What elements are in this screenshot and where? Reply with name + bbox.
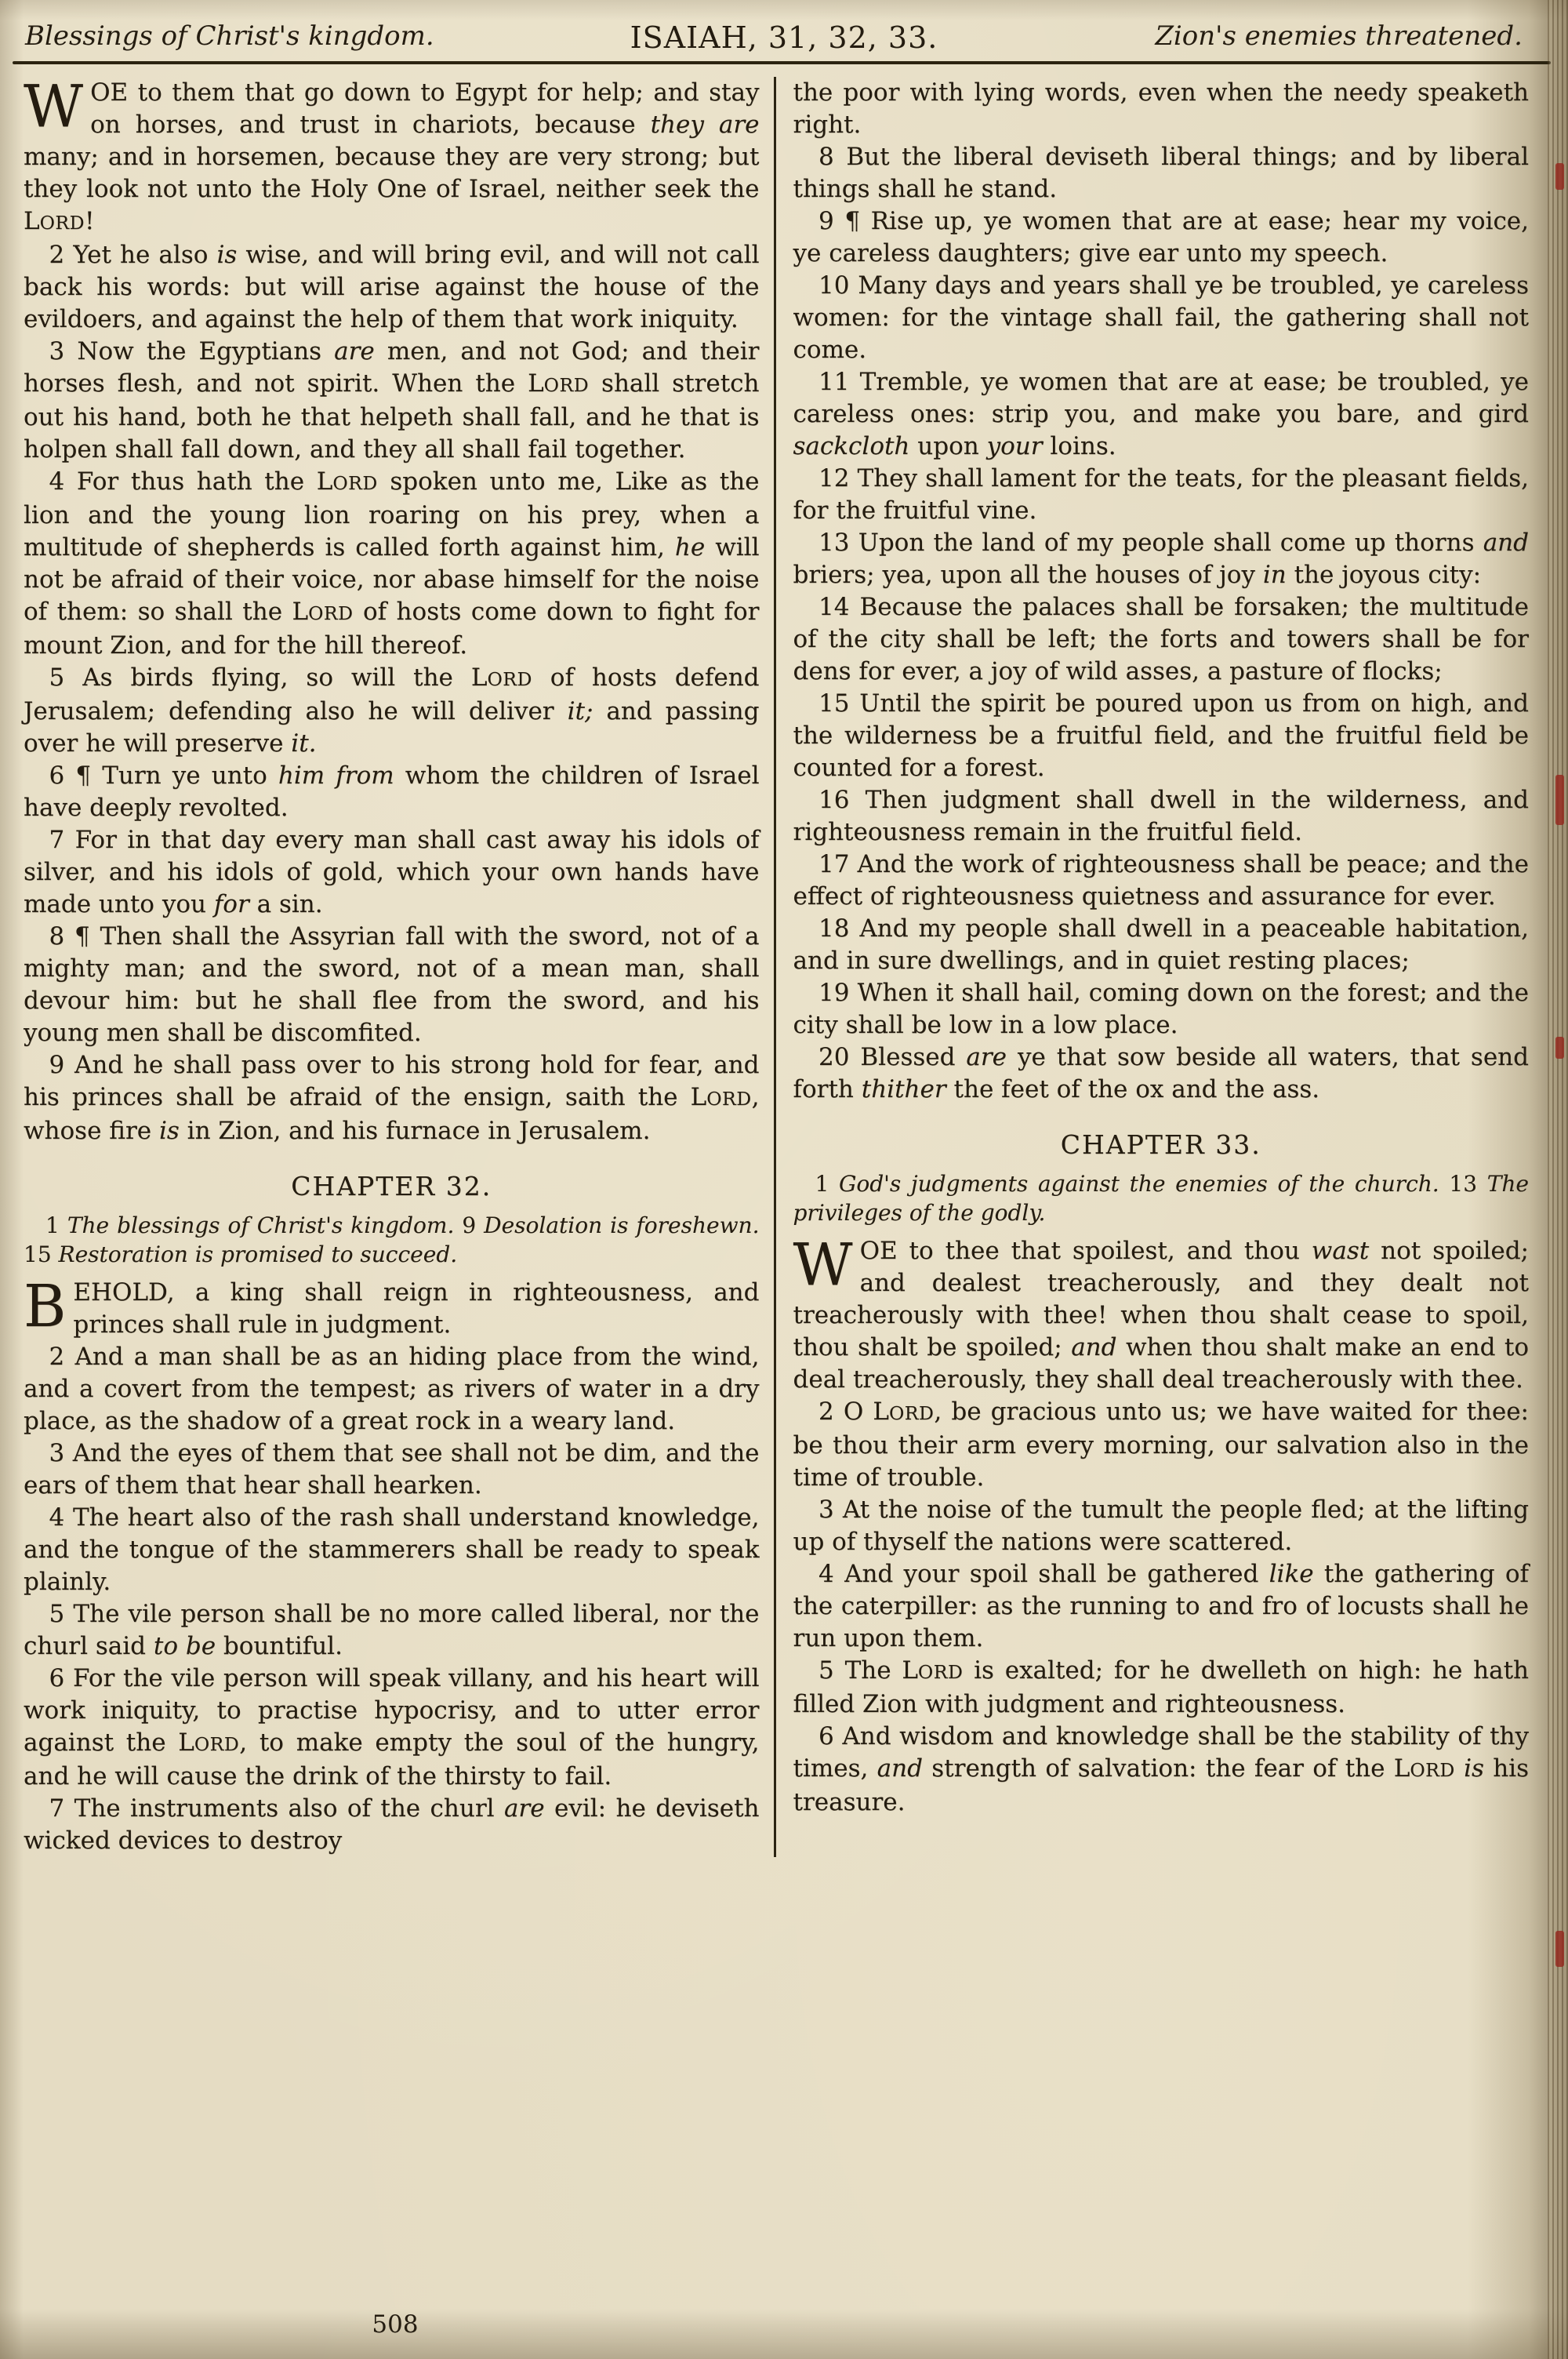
verse: 8 But the liberal deviseth liberal things; and by liberal things shall he stand. <box>793 143 1530 203</box>
lord-smallcaps: LORD <box>316 467 378 496</box>
verse-number: 4 <box>818 1560 845 1588</box>
verse: 5 As birds flying, so will the LORD of hosts defend Jerusalem; defending also he will deliver it; and passing over he will preserve it. <box>24 663 760 758</box>
verse-number: 5 <box>49 663 83 692</box>
verse-number: 20 <box>818 1043 861 1071</box>
lord-smallcaps: LORD <box>902 1656 964 1685</box>
verse: 14 Because the palaces shall be forsaken; the multitude of the city shall be left; the forts and towers shall be for dens for ever, a joy of wild asses, a pasture of flocks; <box>793 593 1529 685</box>
verse: 9 And he shall pass over to his strong hold for fear, and his princes shall be afraid of the ensign, saith the LORD, whose fire is in Zion, and his furnace in Jerusalem. <box>24 1051 760 1145</box>
verse: 5 The vile person shall be no more called liberal, nor the churl said to be bountiful. <box>24 1600 760 1660</box>
verse-number: 10 <box>818 271 858 300</box>
verse: 3 At the noise of the tumult the people fled; at the lifting up of thyself the nations were scattered. <box>793 1496 1529 1556</box>
verse: 2 Yet he also is wise, and will bring evil, and will not call back his words: but will arise against the house of the evildoers, and against the help of them that work iniquity. <box>24 241 760 333</box>
verse: BEHOLD, a king shall reign in righteousness, and princes shall rule in judgment. <box>24 1273 760 1340</box>
verse-number: 14 <box>818 593 860 621</box>
verse-number: 4 <box>49 467 77 496</box>
verse: 6 For the vile person will speak villany, and his heart will work iniquity, to practise hypocrisy, and to utter error against the LORD, to make empty the soul of the hungry, and he will cause the drink of the thirsty to fail. <box>24 1664 760 1790</box>
lord-smallcaps: LORD <box>292 598 354 626</box>
page-edge-mark <box>1555 1037 1564 1059</box>
verse: 16 Then judgment shall dwell in the wilderness, and righteousness remain in the fruitful field. <box>793 786 1529 846</box>
verse: 6 And wisdom and knowledge shall be the stability of thy times, and strength of salvation: the fear of the LORD is his treasure. <box>793 1722 1530 1816</box>
verse-continuation: the poor with lying words, even when the needy speaketh right. <box>793 78 1529 139</box>
drop-cap: W <box>793 1231 853 1299</box>
lord-smallcaps: LORD <box>24 207 85 235</box>
verse: 7 For in that day every man shall cast away his idols of silver, and his idols of gold, which your own hands have made unto you for a sin. <box>24 826 760 918</box>
verse-number: 7 <box>49 1794 74 1823</box>
drop-cap: W <box>24 73 84 140</box>
verse-number: 3 <box>818 1496 843 1524</box>
verse-number: 8 <box>818 143 847 171</box>
drop-cap: B <box>24 1273 67 1340</box>
page-number: 508 <box>372 2310 419 2339</box>
verse-number: 4 <box>49 1503 73 1532</box>
lord-smallcaps: LORD <box>690 1083 752 1111</box>
left-column-blocks <box>24 73 760 1857</box>
verse: 19 When it shall hail, coming down on the forest; and the city shall be low in a low place. <box>793 979 1529 1039</box>
verse-number: 17 <box>818 850 858 878</box>
verse: 8 ¶ Then shall the Assyrian fall with the sword, not of a mighty man; and the sword, not of a mean man, shall devour him: but he shall flee from the sword, and his young men shall be discomfited. <box>24 922 760 1047</box>
verse-number: 2 <box>818 1398 844 1426</box>
lord-smallcaps: LORD <box>873 1398 935 1426</box>
verse: WOE to thee that spoilest, and thou wast not spoiled; and dealest treacherously, and they dealt not treacherously with thee! when thou shalt cease to spoil, thou shalt be spoiled; and when thou shalt make an end to deal treacherously, they shall deal treacherously with thee. <box>793 1231 1530 1394</box>
left-column <box>24 73 774 1857</box>
verse-number: 5 <box>818 1656 845 1685</box>
lord-smallcaps: LORD <box>178 1728 240 1757</box>
verse: 11 Tremble, ye women that are at ease; be troubled, ye careless ones: strip you, and make you bare, and gird sackcloth upon your loins. <box>793 368 1529 460</box>
verse: 3 Now the Egyptians are men, and not God; and their horses flesh, and not spirit. When the LORD shall stretch out his hand, both he that helpeth shall fall, and he that is holpen shall fall down, and they all shall fail together. <box>24 337 760 463</box>
verse: WOE to them that go down to Egypt for help; and stay on horses, and trust in chariots, because they are many; and in horsemen, because they are very strong; but they look not unto the Holy One of Israel, neither seek the LORD! <box>24 73 760 235</box>
verse-number: 8 <box>49 922 75 951</box>
lord-smallcaps: LORD <box>528 369 590 398</box>
chapter-heading: CHAPTER 33. <box>1060 1129 1261 1160</box>
verse: 5 The LORD is exalted; for he dwelleth on high: he hath filled Zion with judgment and righteousness. <box>793 1656 1530 1718</box>
verse: 13 Upon the land of my people shall come up thorns and briers; yea, upon all the houses of joy in the joyous city: <box>793 529 1529 589</box>
verse: 12 They shall lament for the teats, for the pleasant fields, for the fruitful vine. <box>793 464 1529 525</box>
verse: 15 Until the spirit be poured upon us from on high, and the wilderness be a fruitful field, and the fruitful field be counted for a forest. <box>793 689 1529 782</box>
header-left-title: Blessings of Christ's kingdom. <box>25 20 434 52</box>
verse-number: 2 <box>49 1343 75 1371</box>
verse: 2 O LORD, be gracious unto us; we have waited for thee: be thou their arm every morning, our salvation also in the time of trouble. <box>793 1398 1529 1492</box>
page-edge-mark <box>1555 163 1564 190</box>
verse: 20 Blessed are ye that sow beside all waters, that send forth thither the feet of the ox and the ass. <box>793 1043 1529 1103</box>
verse-number: 15 <box>818 689 860 718</box>
verse-number: 12 <box>818 464 858 493</box>
verse-number: 16 <box>818 786 866 814</box>
page-edge-mark <box>1555 775 1564 825</box>
verse-number: 6 <box>818 1722 843 1750</box>
verse-number: 9 <box>49 1051 74 1079</box>
verse-number: 19 <box>818 979 858 1007</box>
verse: 10 Many days and years shall ye be troubled, ye careless women: for the vintage shall fail, the gathering shall not come. <box>793 271 1529 364</box>
verse: 18 And my people shall dwell in a peaceable habitation, and in sure dwellings, and in quiet resting places; <box>793 914 1529 975</box>
verse-number: 7 <box>49 826 75 854</box>
verse-number: 6 <box>49 761 76 790</box>
verse: 4 And your spoil shall be gathered like the gathering of the caterpiller: as the running to and fro of locusts shall he run upon them. <box>793 1560 1529 1652</box>
verse-number: 9 <box>818 207 845 235</box>
verse-number: 5 <box>49 1600 74 1628</box>
verse: 6 ¶ Turn ye unto him from whom the children of Israel have deeply revolted. <box>24 761 760 822</box>
right-column-blocks <box>793 77 1530 1819</box>
verse-number: 18 <box>818 914 860 943</box>
verse: 3 And the eyes of them that see shall not be dim, and the ears of them that hear shall hearken. <box>24 1439 760 1499</box>
header-right-title: Zion's enemies threatened. <box>1155 20 1523 52</box>
chapter-summary: 1 God's judgments against the enemies of the church. 13 The privileges of the godly. <box>793 1171 1529 1226</box>
verse-number: 3 <box>49 337 78 365</box>
chapter-summary: 1 The blessings of Christ's kingdom. 9 Desolation is foreshewn. 15 Restoration is promised to succeed. <box>24 1212 760 1267</box>
verse: 7 The instruments also of the churl are evil: he deviseth wicked devices to destroy <box>24 1794 760 1855</box>
verse: 9 ¶ Rise up, ye women that are at ease; hear my voice, ye careless daughters; give ear unto my speech. <box>793 207 1530 267</box>
page-header <box>0 0 1568 60</box>
right-column <box>774 77 1530 1857</box>
verse: 4 For thus hath the LORD spoken unto me, Like as the lion and the young lion roaring on his prey, when a multitude of shepherds is called forth against him, he will not be afraid of their voice, nor abase himself for the noise of them: so shall the LORD of hosts come down to fight for mount Zion, and for the hill thereof. <box>24 467 760 660</box>
chapter-heading: CHAPTER 32. <box>291 1171 492 1201</box>
text-columns <box>0 64 1568 1857</box>
verse: 2 And a man shall be as an hiding place from the wind, and a covert from the tempest; as rivers of water in a dry place, as the shadow of a great rock in a weary land. <box>24 1343 760 1435</box>
verse-number: 3 <box>49 1439 73 1467</box>
page-edge-mark <box>1555 1931 1564 1967</box>
verse-number: 11 <box>818 368 860 396</box>
lord-smallcaps: LORD <box>470 663 532 692</box>
lord-smallcaps: LORD <box>1393 1754 1455 1783</box>
header-book-title: ISAIAH, 31, 32, 33. <box>630 20 938 55</box>
verse-number: 2 <box>49 241 74 269</box>
verse: 17 And the work of righteousness shall be peace; and the effect of righteousness quietness and assurance for ever. <box>793 850 1529 911</box>
verse-number: 6 <box>49 1664 73 1692</box>
verse: 4 The heart also of the rash shall understand knowledge, and the tongue of the stammerers shall be ready to speak plainly. <box>24 1503 760 1596</box>
verse-number: 13 <box>818 529 858 557</box>
